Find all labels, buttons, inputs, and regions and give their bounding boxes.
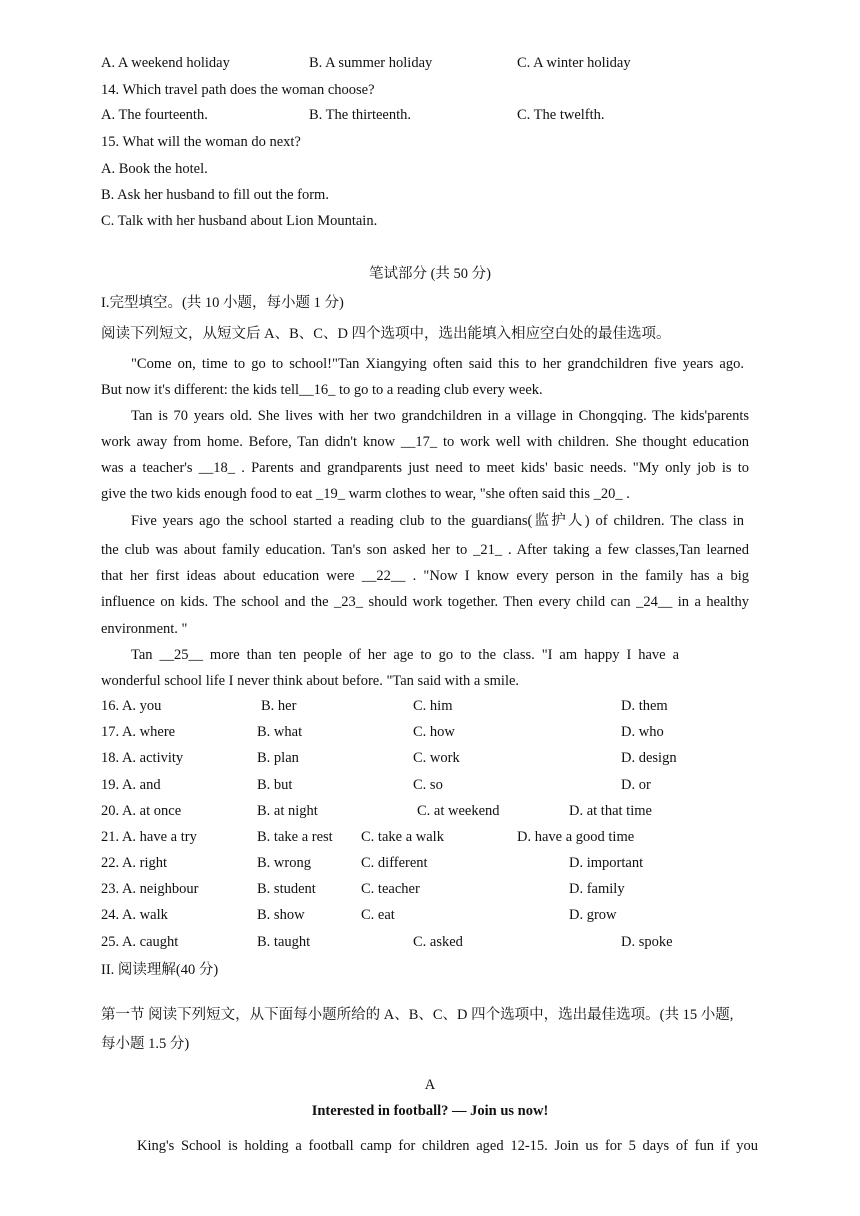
cloze-option: D. important (569, 855, 644, 871)
cloze-option: 23. A. neighbour (101, 881, 199, 897)
cloze-option: C. different (361, 855, 428, 871)
option-b: B. The thirteenth. (309, 107, 412, 123)
cloze-option: B. at night (257, 803, 318, 819)
option-c: C. The twelfth. (517, 107, 605, 123)
passage-a-label: A (424, 1077, 436, 1093)
cloze-option: D. spoke (621, 934, 673, 950)
passage-line: "Come on, time to go to school!"Tan Xiangying often said this to her grandchildren five years ago. (131, 356, 744, 372)
cloze-option: B. show (257, 907, 305, 923)
cloze-option: C. how (413, 724, 455, 740)
passage-line: environment. " (101, 621, 188, 637)
passage-line: the club was about family education. Tan's son asked her to _21_ . After taking a few classes,Tan learned (101, 542, 749, 558)
cloze-option: 22. A. right (101, 855, 168, 871)
cloze-option: C. asked (413, 934, 463, 950)
cloze-option: D. them (621, 698, 668, 714)
passage-line: wonderful school life I never think about before. "Tan said with a smile. (101, 673, 520, 689)
cloze-option: B. taught (257, 934, 311, 950)
option-b: B. A summer holiday (309, 55, 433, 71)
passage-line: But now it's different: the kids tell__16_ to go to a reading club every week. (101, 382, 543, 398)
passage-line: Tan is 70 years old. She lives with her two grandchildren in a village in Chongqing. The kids'parents (131, 408, 749, 424)
passage-line: give the two kids enough food to eat _19_ warm clothes to wear, "she often said this _20_ . (101, 486, 630, 502)
cloze-option: 17. A. where (101, 724, 176, 740)
cloze-option: 21. A. have a try (101, 829, 197, 845)
cloze-option: B. her (261, 698, 297, 714)
cloze-option: B. plan (257, 750, 299, 766)
cloze-option: C. him (413, 698, 453, 714)
q15-option-c: C. Talk with her husband about Lion Mountain. (101, 213, 378, 229)
cloze-option: C. so (413, 777, 443, 793)
section-2-instruction: 第一节 阅读下列短文，从下面每小题所给的 A、B、C、D 四个选项中，选出最佳选项。(共 15 小题, (101, 1007, 734, 1023)
option-a: A. The fourteenth. (101, 107, 208, 123)
cloze-option: C. eat (361, 907, 395, 923)
cloze-option: B. but (257, 777, 293, 793)
cloze-option: 20. A. at once (101, 803, 182, 819)
section-2-title: II. 阅读理解(40 分) (101, 962, 219, 978)
option-c: C. A winter holiday (517, 55, 631, 71)
cloze-option: 18. A. activity (101, 750, 184, 766)
q15-option-b: B. Ask her husband to fill out the form. (101, 187, 329, 203)
cloze-option: D. or (621, 777, 651, 793)
passage-a-title: Interested in football? — Join us now! (311, 1103, 549, 1119)
cloze-option: B. student (257, 881, 316, 897)
q15-option-a: A. Book the hotel. (101, 161, 208, 177)
cloze-option: D. at that time (569, 803, 652, 819)
cloze-option: 25. A. caught (101, 934, 179, 950)
section-2-instruction-cont: 每小题 1.5 分) (101, 1036, 190, 1052)
cloze-option: D. who (621, 724, 664, 740)
passage-line: that her first ideas about education were __22__ . "Now I know every person in the family has a big (101, 568, 749, 584)
cloze-option: C. teacher (361, 881, 420, 897)
question-15: 15. What will the woman do next? (101, 134, 301, 150)
cloze-option: 24. A. walk (101, 907, 168, 923)
cloze-option: 19. A. and (101, 777, 161, 793)
cloze-option: B. wrong (257, 855, 311, 871)
cloze-option: D. design (621, 750, 677, 766)
option-a: A. A weekend holiday (101, 55, 230, 71)
cloze-option: B. take a rest (257, 829, 333, 845)
cloze-option: C. at weekend (417, 803, 500, 819)
cloze-option: C. work (413, 750, 460, 766)
passage-line: Tan __25__ more than ten people of her age to go to the class. "I am happy I have a (131, 647, 679, 663)
cloze-option: D. have a good time (517, 829, 635, 845)
question-14: 14. Which travel path does the woman choose? (101, 82, 375, 98)
cloze-option: B. what (257, 724, 303, 740)
passage-line: Five years ago the school started a reading club to the guardians(监护人) of children. The class in (131, 513, 744, 529)
written-part-title: 笔试部分 (共 50 分) (368, 266, 492, 282)
section-1-instruction: 阅读下列短文，从短文后 A、B、C、D 四个选项中，选出能填入相应空白处的最佳选项。 (101, 326, 671, 342)
cloze-option: 16. A. you (101, 698, 162, 714)
passage-line: influence on kids. The school and the _23_ should work together. Then every child can _24__ in a healthy (101, 594, 749, 610)
cloze-option: C. take a walk (361, 829, 444, 845)
section-1-title: I.完型填空。(共 10 小题，每小题 1 分) (101, 295, 344, 311)
passage-line: work away from home. Before, Tan didn't know __17_ to work well with children. She thought education (101, 434, 749, 450)
passage-line: was a teacher's __18_ . Parents and grandparents just need to meet kids' basic needs. "My only job is to (101, 460, 749, 476)
cloze-option: D. family (569, 881, 625, 897)
passage-a-text: King's School is holding a football camp for children aged 12-15. Join us for 5 days of fun if you (137, 1138, 758, 1154)
cloze-option: D. grow (569, 907, 617, 923)
